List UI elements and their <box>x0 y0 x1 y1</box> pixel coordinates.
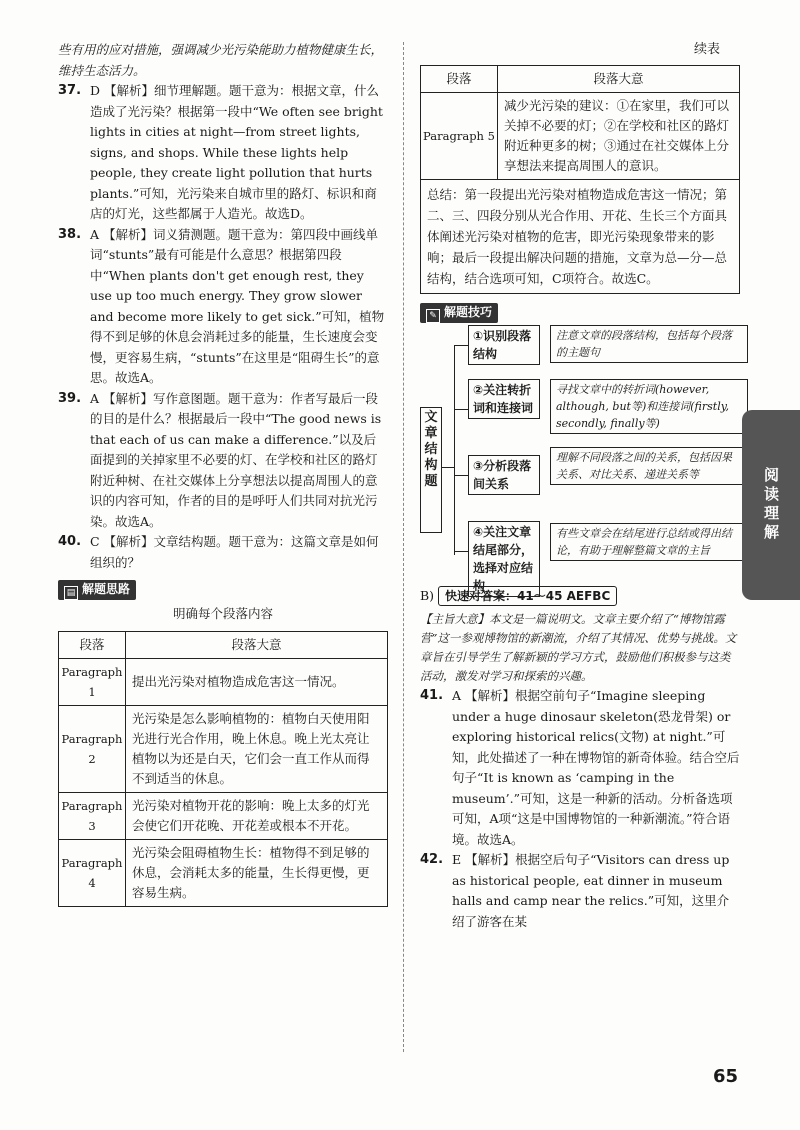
question-number: 37. <box>58 83 82 98</box>
table-header-row <box>421 65 740 92</box>
question-number: 38. <box>58 226 82 242</box>
table-row <box>59 705 388 792</box>
question-number: 42. <box>420 852 444 867</box>
table-row <box>421 92 740 179</box>
question-text: A 【解析】写作意图题。题干意为：作者写最后一段的目的是什么？根据最后一段中“The good news is that each of us can make a difference.”以及后面提到的关掉家里不必要的灯、在学校和社区的路灯附近种树、在社交媒体上分享想法以提高周围人的意识的内容可知，作者的目的是呼吁人们共同对抗光污染。故选A。 <box>90 390 382 529</box>
quick-answers: 快速对答案：41～45 AEFBC <box>438 586 617 606</box>
table-header: 段落大意 <box>126 631 388 658</box>
table-cell: Paragraph 3 <box>59 792 126 839</box>
main-idea: 【主旨大意】本文是一篇说明文。文章主要介绍了“博物馆露营”这一参观博物馆的新潮流，介绍了其情况、优势与挑战。文章旨在引导学生了解新颖的学习方式，鼓励他们积极参与这类活动，激发对学习和探索的兴趣。 <box>420 612 737 683</box>
column-divider <box>403 42 404 1052</box>
node-description: 注意文章的段落结构，包括每个段落的主题句 <box>550 325 748 363</box>
question-number: 40. <box>58 534 82 549</box>
table-cell: 提出光污染对植物造成危害这一情况。 <box>126 658 388 705</box>
question-41 <box>420 686 740 850</box>
node-label: ③分析段落间关系 <box>468 455 540 495</box>
question-37 <box>58 81 388 225</box>
question-39 <box>58 389 388 533</box>
tips-tag-label: 解题技巧 <box>444 304 493 319</box>
page-number: 65 <box>712 1066 738 1087</box>
question-number: 41. <box>420 688 444 703</box>
question-text: C 【解析】文章结构题。题干意为：这篇文章是如何组织的？ <box>90 534 379 570</box>
table-cell: 光污染对植物开花的影响：晚上太多的灯光会使它们开花晚、开花差或根本不开花。 <box>126 792 388 839</box>
table-cell: 光污染会阻碍植物生长：植物得不到足够的休息，会消耗太多的能量，生长得更慢，更容易生病。 <box>126 839 388 906</box>
tips-section <box>420 302 740 593</box>
continued-label: 续表 <box>693 42 720 57</box>
table-row <box>59 792 388 839</box>
table-cell: Paragraph 4 <box>59 839 126 906</box>
paragraph-table <box>58 631 388 907</box>
question-38 <box>58 225 388 389</box>
tips-tag <box>420 303 498 323</box>
question-text: A 【解析】词义猜测题。题干意为：第四段中画线单词“stunts”最有可能是什么意思？根据第四段中“When plants don't get enough rest, they use up too much energy. They grow slower and become more likely to get sick.”可知，植物得不到足够的休息会消耗过多的能量，生长速度会变慢，更容易生病，“stunts”在这里是“阻碍生长”的意思。故选A。 <box>90 226 385 385</box>
diagram-connector <box>454 345 455 555</box>
table-row <box>59 839 388 906</box>
section-letter: B) <box>420 587 435 603</box>
table-cell: 减少光污染的建议：①在家里，我们可以关掉不必要的灯；②在学校和社区的路灯附近种更多的树；③通过在社交媒体上分享想法来提高周围人的意识。 <box>498 92 740 179</box>
table-summary: 总结：第一段提出光污染对植物造成危害这一情况；第二、三、四段分别从光合作用、开花、生长三个方面具体阐述光污染对植物的危害，即光污染现象带来的影响；最后一段提出解决问题的措施，文章为总—分—总结构，结合选项可知，C项符合。故选C。 <box>420 180 740 294</box>
table-cell: Paragraph 2 <box>59 705 126 792</box>
diagram-root: 文章结构题 <box>420 407 442 533</box>
node-description: 寻找文章中的转折词(however, although, but等)和连接词(firstly, secondly, finally等) <box>550 379 748 434</box>
structure-diagram <box>420 327 740 593</box>
table-row <box>59 658 388 705</box>
paragraph-table-continued <box>420 65 740 180</box>
table-header: 段落大意 <box>498 65 740 92</box>
diagram-connector <box>454 345 468 346</box>
approach-subtitle: 明确每个段落内容 <box>172 606 273 621</box>
table-cell: Paragraph 5 <box>421 92 498 179</box>
table-cell: Paragraph 1 <box>59 658 126 705</box>
question-42 <box>420 850 740 932</box>
question-number: 39. <box>58 390 82 406</box>
key-icon: ✎ <box>426 309 440 323</box>
table-cell: 光污染是怎么影响植物的：植物白天使用阳光进行光合作用，晚上休息。晚上光太亮让植物以为还是白天，它们会一直工作从而得不到适当的休息。 <box>126 705 388 792</box>
question-40 <box>58 532 388 573</box>
question-text: E 【解析】根据空后句子“Visitors can dress up as historical people, eat dinner in museum halls and camp near the relics.”可知，这里介绍了游客在某 <box>452 852 730 929</box>
table-header: 段落 <box>421 65 498 92</box>
question-text: A 【解析】根据空前句子“Imagine sleeping under a huge dinosaur skeleton(恐龙骨架) or exploring historical relics(文物) at night.”可知，此处描述了一种在博物馆的新奇体验。结合空后句子“It is known as ‘camping in the museum’.”可知，这是一种新的活动。分析备选项可知，A项“这是中国博物馆的一种新潮流。”符合语境。故选A。 <box>452 688 740 847</box>
question-text: D 【解析】细节理解题。题干意为：根据文章，什么造成了光污染？根据第一段中“We often see bright lights in cities at night—from street lights, signs, and shops. While these lights help people, they create light pollution that hurts plants.”可知，光污染来自城市里的路灯、标识和商店的灯光，这些都属于人造光。故选D。 <box>90 83 383 221</box>
left-column <box>58 40 388 907</box>
right-column <box>420 40 740 932</box>
intro-text: 些有用的应对措施，强调减少光污染能助力植物健康生长，维持生态活力。 <box>58 42 384 78</box>
node-description: 有些文章会在结尾进行总结或得出结论，有助于理解整篇文章的主旨 <box>550 523 748 561</box>
node-label: ④关注文章结尾部分，选择对应结构 <box>468 521 540 597</box>
approach-tag-label: 解题思路 <box>82 582 131 596</box>
node-description: 理解不同段落之间的关系，包括因果关系、对比关系、递进关系等 <box>550 447 748 485</box>
diagram-icon: ▤ <box>64 586 78 600</box>
node-label: ①识别段落结构 <box>468 325 540 365</box>
diagram-connector <box>442 467 454 468</box>
section-side-tab: 阅读理解 <box>742 410 800 600</box>
diagram-connector <box>454 409 468 410</box>
table-header: 段落 <box>59 631 126 658</box>
diagram-connector <box>454 475 468 476</box>
table-header-row <box>59 631 388 658</box>
diagram-connector <box>454 551 468 552</box>
approach-tag <box>58 580 136 600</box>
approach-section <box>58 579 388 907</box>
node-label: ②关注转折词和连接词 <box>468 379 540 419</box>
